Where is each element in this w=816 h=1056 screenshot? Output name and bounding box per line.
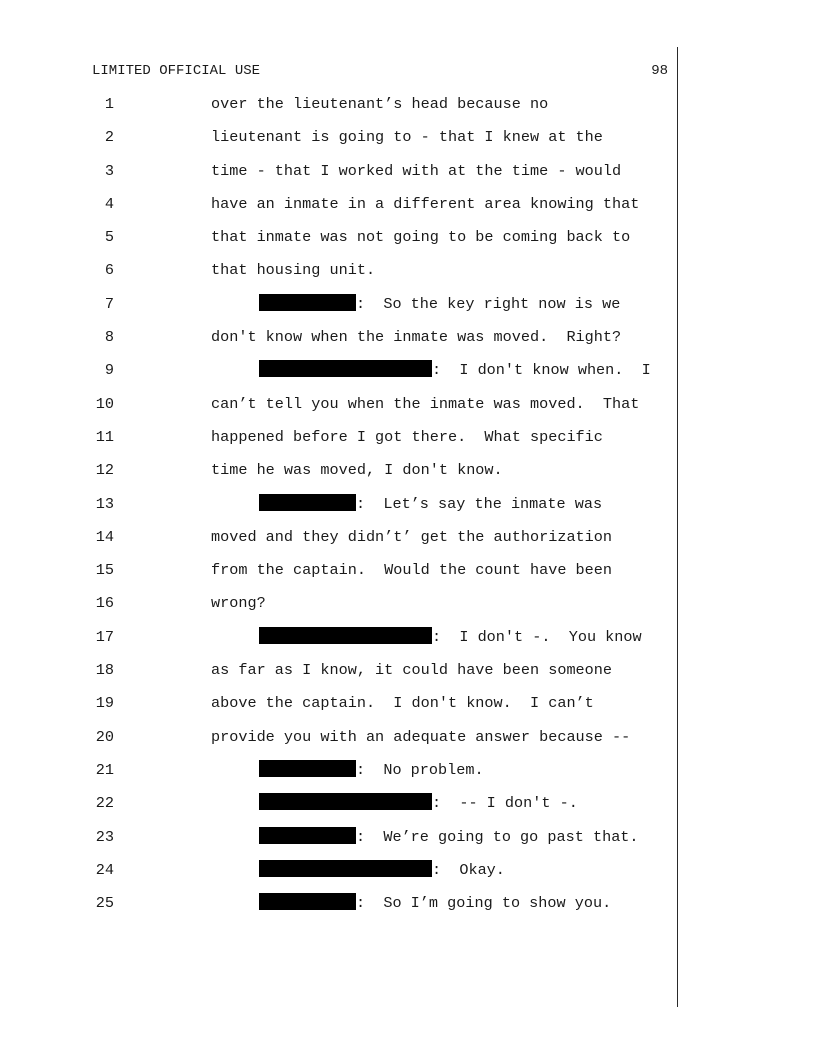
line-text	[211, 558, 612, 582]
line-text	[211, 658, 612, 682]
line-text	[211, 159, 621, 183]
line-number: 16	[95, 594, 114, 613]
transcript-line	[0, 159, 678, 192]
speaker-redaction-box	[259, 760, 356, 777]
line-content: provide you with an adequate answer because --	[211, 727, 631, 746]
line-number: 8	[104, 328, 114, 347]
line-text	[211, 325, 621, 349]
line-text	[211, 691, 594, 715]
line-content: don't know when the inmate was moved. Right?	[211, 328, 622, 347]
line-content: from the captain. Would the count have been	[211, 561, 613, 580]
line-number: 6	[104, 261, 114, 280]
line-content: : Okay.	[432, 860, 505, 879]
transcript-line	[0, 125, 678, 158]
speaker-redaction-box	[259, 793, 432, 810]
line-text	[259, 758, 484, 782]
line-number: 24	[95, 860, 114, 879]
line-number: 25	[95, 894, 114, 913]
transcript-line	[0, 392, 678, 425]
line-number: 7	[104, 294, 114, 313]
line-text	[211, 725, 630, 749]
transcript-line	[0, 292, 678, 325]
transcript-line	[0, 192, 678, 225]
line-content: : Let’s say the inmate was	[356, 494, 603, 513]
line-number: 1	[104, 95, 114, 113]
speaker-redaction-box	[259, 494, 356, 511]
line-text	[211, 258, 375, 282]
line-text	[259, 358, 651, 382]
line-content: happened before I got there. What specific	[211, 427, 603, 446]
line-text	[259, 858, 505, 882]
line-number: 9	[104, 361, 114, 380]
line-content: have an inmate in a different area knowing that	[211, 194, 640, 213]
line-number: 5	[104, 228, 114, 247]
line-text	[259, 825, 639, 849]
line-content: over the lieutenant’s head because no	[211, 95, 549, 113]
line-number: 3	[104, 161, 114, 180]
transcript-line	[0, 625, 678, 658]
transcript-body	[0, 92, 678, 924]
line-content: time - that I worked with at the time - would	[211, 161, 622, 180]
line-number: 2	[104, 128, 114, 147]
line-content: time he was moved, I don't know.	[211, 461, 503, 480]
speaker-redaction-box	[259, 627, 432, 644]
transcript-line	[0, 525, 678, 558]
speaker-redaction-box	[259, 893, 356, 910]
line-text	[211, 125, 603, 149]
transcript-line	[0, 658, 678, 691]
line-content: lieutenant is going to - that I knew at the	[211, 128, 603, 147]
line-number: 12	[95, 461, 114, 480]
line-number: 11	[95, 427, 114, 446]
transcript-line	[0, 825, 678, 858]
line-text	[259, 791, 578, 815]
transcript-line	[0, 558, 678, 591]
speaker-redaction-box	[259, 294, 356, 311]
speaker-redaction-box	[259, 827, 356, 844]
line-text	[259, 292, 620, 316]
line-text	[211, 225, 630, 249]
transcript-line	[0, 492, 678, 525]
transcript-line	[0, 891, 678, 924]
transcript-line	[0, 225, 678, 258]
transcript-line	[0, 92, 678, 125]
line-content: : No problem.	[356, 760, 484, 779]
line-content: : I don't -. You know	[432, 627, 642, 646]
speaker-redaction-box	[259, 360, 432, 377]
transcript-line	[0, 591, 678, 624]
line-content: can’t tell you when the inmate was moved. That	[211, 394, 640, 413]
line-text	[211, 392, 639, 416]
line-content: that housing unit.	[211, 261, 376, 280]
line-number: 15	[95, 561, 114, 580]
line-content: : We’re going to go past that.	[356, 827, 639, 846]
line-content: : So I’m going to show you.	[356, 894, 612, 913]
line-content: : -- I don't -.	[432, 794, 578, 813]
line-number: 21	[95, 760, 114, 779]
classification-marking: LIMITED OFFICIAL USE	[92, 63, 261, 79]
line-number: 23	[95, 827, 114, 846]
transcript-line	[0, 758, 678, 791]
line-number: 10	[95, 394, 114, 413]
line-content: above the captain. I don't know. I can’t	[211, 694, 594, 713]
line-number: 19	[95, 694, 114, 713]
line-content: : So the key right now is we	[356, 294, 621, 313]
line-text	[211, 192, 639, 216]
page-number: 98	[651, 63, 668, 79]
line-content: wrong?	[211, 594, 266, 613]
transcript-line	[0, 791, 678, 824]
line-number: 22	[95, 794, 114, 813]
line-number: 17	[95, 627, 114, 646]
transcript-line	[0, 458, 678, 491]
line-content: : I don't know when. I	[432, 361, 651, 380]
transcript-line	[0, 725, 678, 758]
line-content: that inmate was not going to be coming back to	[211, 228, 631, 247]
transcript-line	[0, 425, 678, 458]
line-text	[259, 891, 611, 915]
transcript-line	[0, 325, 678, 358]
line-text	[259, 492, 602, 516]
line-number: 4	[104, 194, 114, 213]
transcript-line	[0, 858, 678, 891]
line-text	[211, 92, 548, 116]
line-text	[211, 525, 612, 549]
line-number: 13	[95, 494, 114, 513]
speaker-redaction-box	[259, 860, 432, 877]
line-number: 20	[95, 727, 114, 746]
transcript-line	[0, 691, 678, 724]
line-text	[211, 458, 503, 482]
page-header	[92, 62, 668, 80]
line-text	[211, 591, 266, 615]
line-number: 14	[95, 527, 114, 546]
transcript-line	[0, 358, 678, 391]
line-text	[211, 425, 603, 449]
line-text	[259, 625, 642, 649]
transcript-line	[0, 258, 678, 291]
line-content: moved and they didn’t’ get the authorization	[211, 527, 613, 546]
line-number: 18	[95, 661, 114, 680]
line-content: as far as I know, it could have been someone	[211, 661, 613, 680]
